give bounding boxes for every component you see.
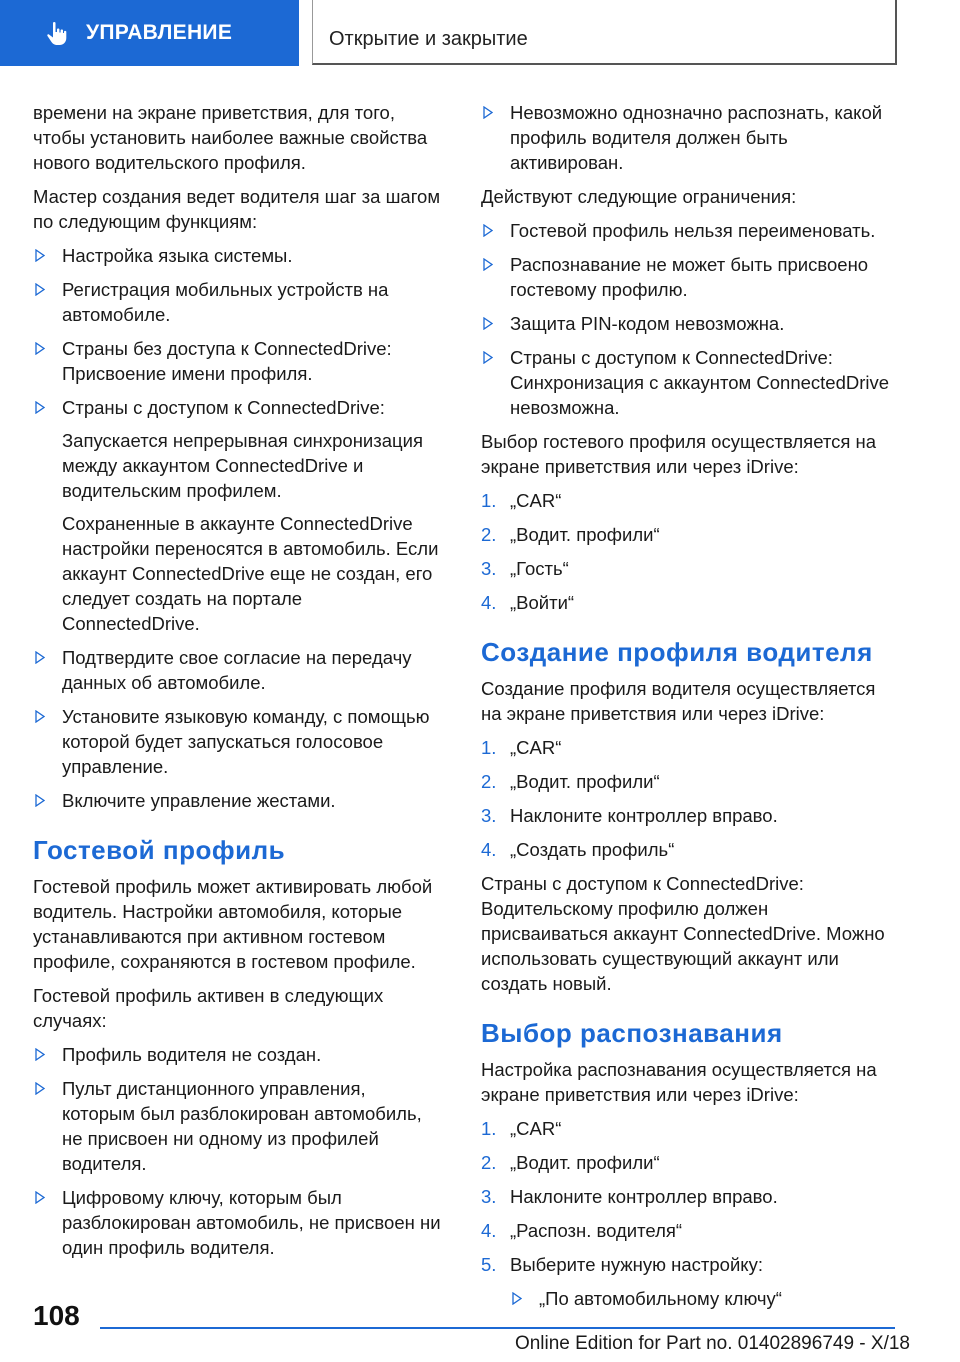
numbered-step: 4. „Создать профиль“: [481, 839, 675, 860]
recognition-steps: [481, 1116, 891, 1311]
step-number: 2.: [481, 771, 497, 792]
section-label: УПРАВЛЕНИЕ: [86, 21, 233, 44]
triangle-bullet-icon: [35, 794, 45, 807]
guest-cases-list: [33, 1042, 443, 1260]
step-number: 1.: [481, 1118, 497, 1139]
footer-divider: [100, 1327, 895, 1329]
left-column: [33, 100, 443, 1269]
triangle-bullet-icon: [35, 710, 45, 723]
page-header: [0, 0, 960, 66]
paragraph: Гостевой профиль может активировать любой водитель. Настройки автомобиля, которые устанавливаются при активном гостевом профиле, сохраняются в гостевом профиле.: [33, 876, 433, 972]
numbered-step: 1. „CAR“: [481, 490, 562, 511]
section-heading: Гостевой профиль: [33, 835, 286, 865]
numbered-step: 1. „CAR“: [481, 1118, 562, 1139]
limits-list: [481, 218, 891, 420]
step-number: 1.: [481, 737, 497, 758]
paragraph: Страны с доступом к ConnectedDrive: Водительскому профилю должен присваиваться аккаунт ConnectedDrive. Можно использовать существующий аккаунт или создать новый.: [481, 873, 885, 994]
numbered-step: 3. „Гость“: [481, 558, 569, 579]
step-number: 1.: [481, 490, 497, 511]
list-item: Настройка языка системы.: [33, 243, 443, 268]
page-number: 108: [33, 1300, 80, 1331]
numbered-step: 2. „Водит. профили“: [481, 771, 660, 792]
list-item: Включите управление жестами.: [33, 788, 443, 813]
wizard-steps-list: [33, 243, 443, 813]
step-number: 4.: [481, 1220, 497, 1241]
list-item: Профиль водителя не создан.: [33, 1042, 443, 1067]
triangle-bullet-icon: [483, 224, 493, 237]
list-item: Распознавание не может быть присвоено гостевому профилю.: [481, 252, 891, 302]
paragraph: времени на экране приветствия, для того, чтобы установить наиболее важные свойства нового водительского профиля.: [33, 102, 428, 173]
sub-paragraph: Запускается непрерывная синхронизация между аккаунтом ConnectedDrive и водительским профилем.: [62, 430, 423, 501]
numbered-step: 3. Наклоните контроллер вправо.: [481, 805, 778, 826]
list-item: Страны без доступа к ConnectedDrive: Присвоение имени профиля.: [33, 336, 443, 386]
numbered-step: 2. „Водит. профили“: [481, 1152, 660, 1173]
paragraph: Выбор гостевого профиля осуществляется на экране приветствия или через iDrive:: [481, 431, 877, 477]
triangle-bullet-icon: [35, 401, 45, 414]
triangle-bullet-icon: [35, 1191, 45, 1204]
triangle-bullet-icon: [512, 1292, 522, 1305]
triangle-bullet-icon: [35, 1048, 45, 1061]
step-number: 3.: [481, 1186, 497, 1207]
triangle-bullet-icon: [35, 342, 45, 355]
step-number: 3.: [481, 805, 497, 826]
numbered-step: 1. „CAR“: [481, 737, 562, 758]
numbered-step: 2. „Водит. профили“: [481, 524, 660, 545]
chapter-tab: [312, 0, 897, 65]
right-column: [481, 100, 891, 1320]
triangle-bullet-icon: [35, 651, 45, 664]
list-item: Цифровому ключу, которым был разблокирован автомобиль, не присвоен ни один профиль водителя.: [33, 1185, 443, 1260]
section-heading: Создание профиля водителя: [481, 637, 873, 667]
triangle-bullet-icon: [483, 351, 493, 364]
numbered-step: 3. Наклоните контроллер вправо.: [481, 1186, 778, 1207]
list-item: Защита PIN-кодом невозможна.: [481, 311, 891, 336]
list-item: Установите языковую команду, с помощью которой будет запускаться голосовое управление.: [33, 704, 443, 779]
section-tab: [0, 0, 299, 66]
hand-pointer-icon: [44, 20, 70, 46]
step-number: 3.: [481, 558, 497, 579]
paragraph: Гостевой профиль активен в следующих случаях:: [33, 985, 384, 1031]
paragraph: Создание профиля водителя осуществляется на экране приветствия или через iDrive:: [481, 678, 876, 724]
step-number: 5.: [481, 1254, 497, 1275]
numbered-step: 4. „Войти“: [481, 592, 575, 613]
triangle-bullet-icon: [35, 1082, 45, 1095]
numbered-step: 4. „Распозн. водителя“: [481, 1220, 683, 1241]
paragraph: Действуют следующие ограничения:: [481, 186, 797, 207]
numbered-step: 5. Выберите нужную настройку: „По автомобильному ключу“: [481, 1252, 891, 1311]
list-item: Подтвердите свое согласие на передачу данных об автомобиле.: [33, 645, 443, 695]
step-number: 4.: [481, 839, 497, 860]
edition-text: Online Edition for Part no. 01402896749 - X/18: [514, 1333, 910, 1354]
guest-cases-continued-list: [481, 100, 891, 175]
triangle-bullet-icon: [483, 317, 493, 330]
triangle-bullet-icon: [483, 106, 493, 119]
triangle-bullet-icon: [35, 283, 45, 296]
triangle-bullet-icon: [483, 258, 493, 271]
section-heading: Выбор распознавания: [481, 1018, 783, 1048]
chapter-label: Открытие и закрытие: [329, 28, 528, 50]
step-number: 2.: [481, 1152, 497, 1173]
list-item: Регистрация мобильных устройств на автомобиле.: [33, 277, 443, 327]
paragraph: Мастер создания ведет водителя шаг за шагом по следующим функциям:: [33, 186, 441, 232]
triangle-bullet-icon: [35, 249, 45, 262]
paragraph: Настройка распознавания осуществляется на экране приветствия или через iDrive:: [481, 1059, 877, 1105]
list-item: Пульт дистанционного управления, которым был разблокирован автомобиль, не присвоен ни одному из профилей водителя.: [33, 1076, 443, 1176]
list-item: Гостевой профиль нельзя переименовать.: [481, 218, 891, 243]
step-number: 4.: [481, 592, 497, 613]
list-item: Страны с доступом к ConnectedDrive: Запускается непрерывная синхронизация между аккаунтом ConnectedDrive и водительским профилем. Сохраненные в аккаунте ConnectedDrive настройки переносятся в автомобиль. Если аккаунт ConnectedDrive еще не создан, его следует создать на портале ConnectedDrive.: [33, 395, 443, 636]
sub-paragraph: Сохраненные в аккаунте ConnectedDrive настройки переносятся в автомобиль. Если аккаунт ConnectedDrive еще не создан, его следует создать на портале ConnectedDrive.: [62, 513, 439, 634]
list-item: „По автомобильному ключу“: [510, 1286, 891, 1311]
list-item: Страны с доступом к ConnectedDrive: Синхронизация с аккаунтом ConnectedDrive невозможна.: [481, 345, 891, 420]
create-profile-steps: [481, 735, 891, 862]
recognition-options: [510, 1286, 891, 1311]
step-number: 2.: [481, 524, 497, 545]
guest-select-steps: [481, 488, 891, 615]
list-item: Невозможно однозначно распознать, какой профиль водителя должен быть активирован.: [481, 100, 891, 175]
